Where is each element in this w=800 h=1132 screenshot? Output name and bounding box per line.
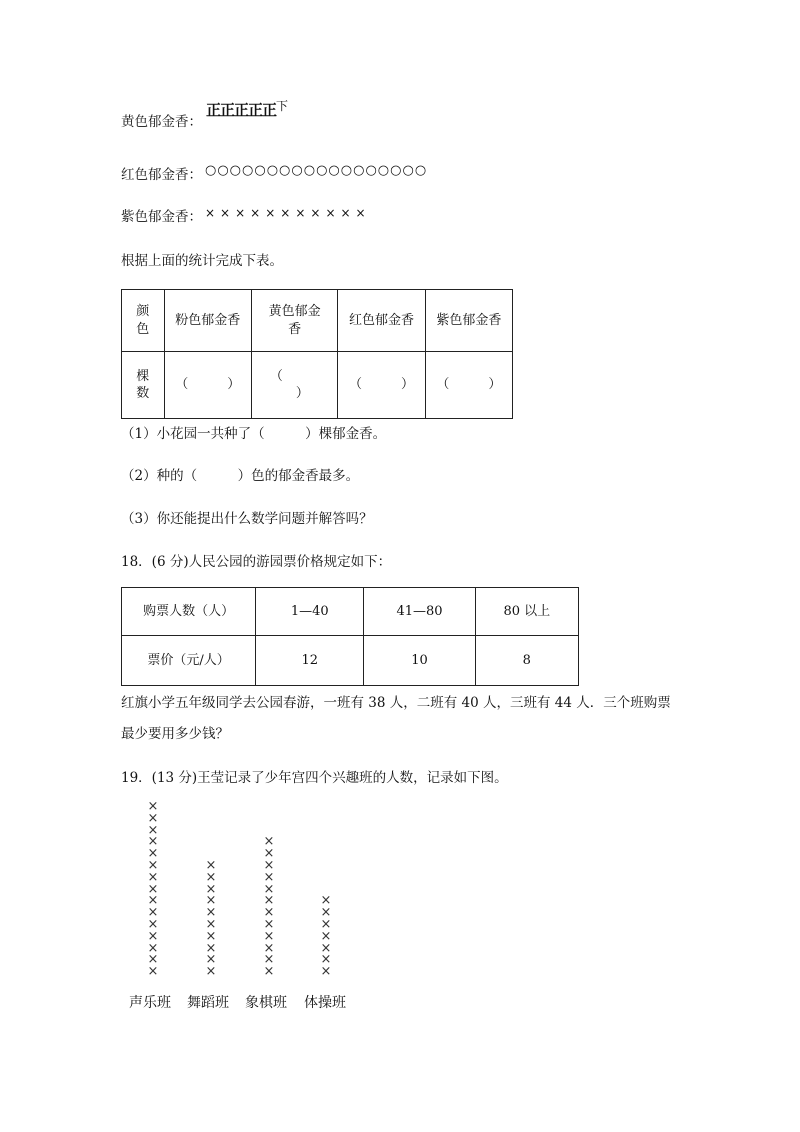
yellow-tally-marks: 正正正正正$^下$ — [206, 99, 288, 119]
ticket-header-range2: 41—80 — [364, 588, 475, 636]
cell-yellow-count[interactable]: （ ） — [251, 352, 338, 419]
ticket-price-3: 8 — [475, 636, 578, 686]
problem-19-title: 19．(13 分)王莹记录了少年宫四个兴趣班的人数，记录如下图。 — [121, 770, 508, 786]
pictograph-mark: × — [263, 834, 275, 850]
red-tally-label: 红色郁金香： — [121, 167, 202, 183]
pictograph-mark: × — [147, 928, 159, 944]
pictograph-mark: × — [205, 905, 217, 921]
problem-18-text-1: 红旗小学五年级同学去公园春游，一班有 38 人，二班有 40 人，三班有 44 人．三个班购票 — [121, 695, 671, 711]
ticket-price-2: 10 — [364, 636, 475, 686]
table-header-count: 棵 数 — [122, 352, 165, 419]
pictograph-mark: × — [263, 917, 275, 932]
pictograph-mark: × — [320, 964, 332, 980]
cell-red-count[interactable]: （ ） — [338, 352, 425, 419]
red-tally-circles: ○○○○○○○○○○○○○○○○○○ — [205, 163, 428, 178]
pictograph-mark: × — [147, 858, 159, 873]
pictograph-mark: × — [205, 893, 217, 909]
pictograph-mark: × — [320, 928, 332, 944]
problem-18-text-2: 最少要用多少钱？ — [121, 726, 229, 742]
pictograph-category-label: 舞蹈班 — [187, 995, 229, 1011]
col-yellow: 黄色郁金 香 — [251, 290, 338, 352]
pictograph-mark: × — [263, 905, 275, 921]
pictograph-mark: × — [205, 858, 217, 873]
pictograph-category-label: 体操班 — [304, 995, 346, 1011]
cell-purple-count[interactable]: （ ） — [425, 352, 512, 419]
pictograph-mark: × — [205, 928, 217, 944]
pictograph-mark: × — [205, 881, 217, 897]
cell-pink-count[interactable]: （ ） — [164, 352, 251, 419]
pictograph-mark: × — [205, 952, 217, 968]
pictograph-mark: × — [263, 858, 275, 873]
pictograph-mark: × — [320, 917, 332, 932]
ticket-price-table — [121, 587, 579, 686]
pictograph-mark: × — [147, 810, 159, 826]
pictograph-mark: × — [147, 917, 159, 932]
pictograph-mark: × — [320, 952, 332, 968]
question-3: （3）你还能提出什么数学问题并解答吗？ — [121, 511, 373, 527]
pictograph-mark: × — [147, 940, 159, 956]
ticket-price-1: 12 — [256, 636, 364, 686]
pictograph-mark: × — [147, 822, 159, 838]
pictograph-mark: × — [320, 893, 332, 909]
pictograph-mark: × — [320, 905, 332, 921]
question-1: （1）小花园一共种了（ ）棵郁金香。 — [121, 426, 387, 442]
ticket-header-range3: 80 以上 — [475, 588, 578, 636]
col-red: 红色郁金香 — [338, 290, 425, 352]
ticket-header-range1: 1—40 — [256, 588, 364, 636]
pictograph-mark: × — [147, 905, 159, 921]
pictograph-mark: × — [205, 869, 217, 885]
col-pink: 粉色郁金香 — [164, 290, 251, 352]
pictograph-mark: × — [320, 940, 332, 956]
pictograph-mark: × — [147, 952, 159, 968]
instruction-text: 根据上面的统计完成下表。 — [121, 253, 283, 269]
question-2: （2）种的（ ）色的郁金香最多。 — [121, 468, 360, 484]
pictograph-mark: × — [263, 846, 275, 862]
col-purple: 紫色郁金香 — [425, 290, 512, 352]
pictograph-mark: × — [205, 964, 217, 980]
pictograph-category-label: 声乐班 — [129, 995, 171, 1011]
pictograph-category-label: 象棋班 — [245, 995, 287, 1011]
ticket-header-people: 购票人数（人） — [122, 588, 256, 636]
purple-tally-label: 紫色郁金香： — [121, 209, 202, 225]
problem-18-title: 18．(6 分)人民公园的游园票价格规定如下： — [121, 554, 392, 570]
pictograph-mark: × — [147, 799, 159, 814]
pictograph-mark: × — [263, 940, 275, 956]
pictograph-mark: × — [205, 940, 217, 956]
pictograph-mark: × — [263, 893, 275, 909]
pictograph-mark: × — [147, 893, 159, 909]
ticket-row-label: 票价（元/人） — [122, 636, 256, 686]
pictograph-mark: × — [263, 952, 275, 968]
table-header-color: 颜 色 — [122, 290, 165, 352]
pictograph-mark: × — [263, 869, 275, 885]
yellow-tally-label: 黄色郁金香： — [121, 114, 202, 130]
purple-tally-crosses: ××××××××××× — [205, 206, 371, 220]
pictograph-mark: × — [205, 917, 217, 932]
pictograph-mark: × — [147, 834, 159, 850]
pictograph-mark: × — [263, 928, 275, 944]
flower-count-table — [121, 289, 513, 419]
pictograph-mark: × — [147, 869, 159, 885]
pictograph-mark: × — [263, 881, 275, 897]
pictograph-mark: × — [147, 964, 159, 980]
pictograph-mark: × — [147, 881, 159, 897]
pictograph-mark: × — [147, 846, 159, 862]
pictograph-mark: × — [263, 964, 275, 980]
